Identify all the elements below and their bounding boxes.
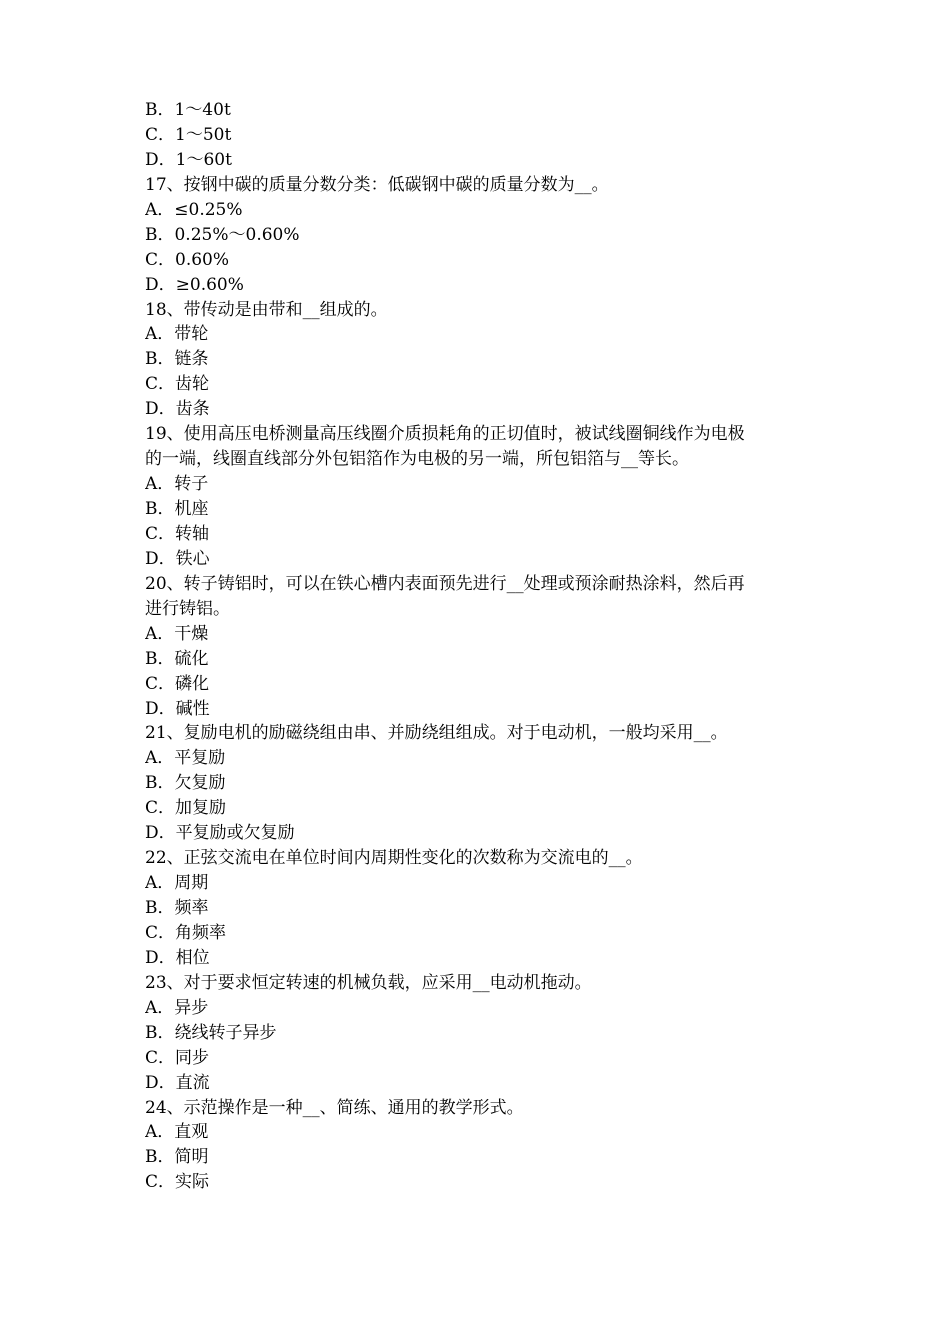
option-line: D．≥0.60% [145,274,244,295]
question-20: 20、转子铸铝时，可以在铁心槽内表面预先进行__处理或预涂耐热涂料，然后再 [145,573,745,594]
question-19: 19、使用高压电桥测量高压线圈介质损耗角的正切值时，被试线圈铜线作为电极 [145,424,745,445]
option-line: C．0.60% [145,249,230,270]
option-line: C．转轴 [145,523,210,544]
option-line: C．齿轮 [145,374,210,395]
question-19-continued: 的一端，线圈直线部分外包铝箔作为电极的另一端，所包铝箔与__等长。 [145,449,689,470]
option-line: C．加复励 [145,798,227,819]
option-line: A．异步 [145,997,209,1018]
option-line: C．同步 [145,1047,210,1068]
question-20-continued: 进行铸铝。 [145,598,230,619]
option-line: B．机座 [145,499,209,519]
question-23: 23、对于要求恒定转速的机械负载，应采用__电动机拖动。 [145,972,592,993]
option-line: A．带轮 [145,324,209,345]
option-line: D．碱性 [145,698,210,719]
option-line: D．铁心 [145,548,210,569]
option-line: B．欠复励 [145,773,226,794]
option-line: C．磷化 [145,673,210,694]
option-line: B．简明 [145,1147,209,1168]
option-line: B．0.25%～0.60% [145,224,300,245]
option-line: C．1～50t [145,124,232,145]
option-line: B．链条 [145,349,209,370]
question-21: 21、复励电机的励磁绕组由串、并励绕组组成。对于电动机，一般均采用__。 [145,723,728,744]
option-line: D．相位 [145,947,210,968]
option-line: C．角频率 [145,922,227,943]
option-line: A．直观 [145,1122,209,1143]
question-24: 24、示范操作是一种__、简练、通用的教学形式。 [145,1097,524,1118]
option-line: B．绕线转子异步 [145,1022,277,1043]
question-17: 17、按钢中碳的质量分数分类：低碳钢中碳的质量分数为__。 [145,174,609,195]
option-line: B．1～40t [145,100,231,120]
option-line: B．频率 [145,898,209,918]
option-line: A．干燥 [145,623,209,644]
option-line: C．实际 [145,1172,210,1193]
option-line: A．≤0.25% [145,199,243,220]
option-line: D．1～60t [145,149,232,170]
question-22: 22、正弦交流电在单位时间内周期性变化的次数称为交流电的__。 [145,848,643,869]
option-line: D．直流 [145,1072,210,1093]
option-line: D．平复励或欠复励 [145,823,295,844]
option-line: B．硫化 [145,648,209,669]
option-line: A．平复励 [145,748,226,769]
option-line: A．周期 [145,873,209,894]
document-page [145,98,815,1195]
option-line: D．齿条 [145,399,210,420]
question-18: 18、带传动是由带和__组成的。 [145,299,388,320]
option-line: A．转子 [145,474,209,495]
